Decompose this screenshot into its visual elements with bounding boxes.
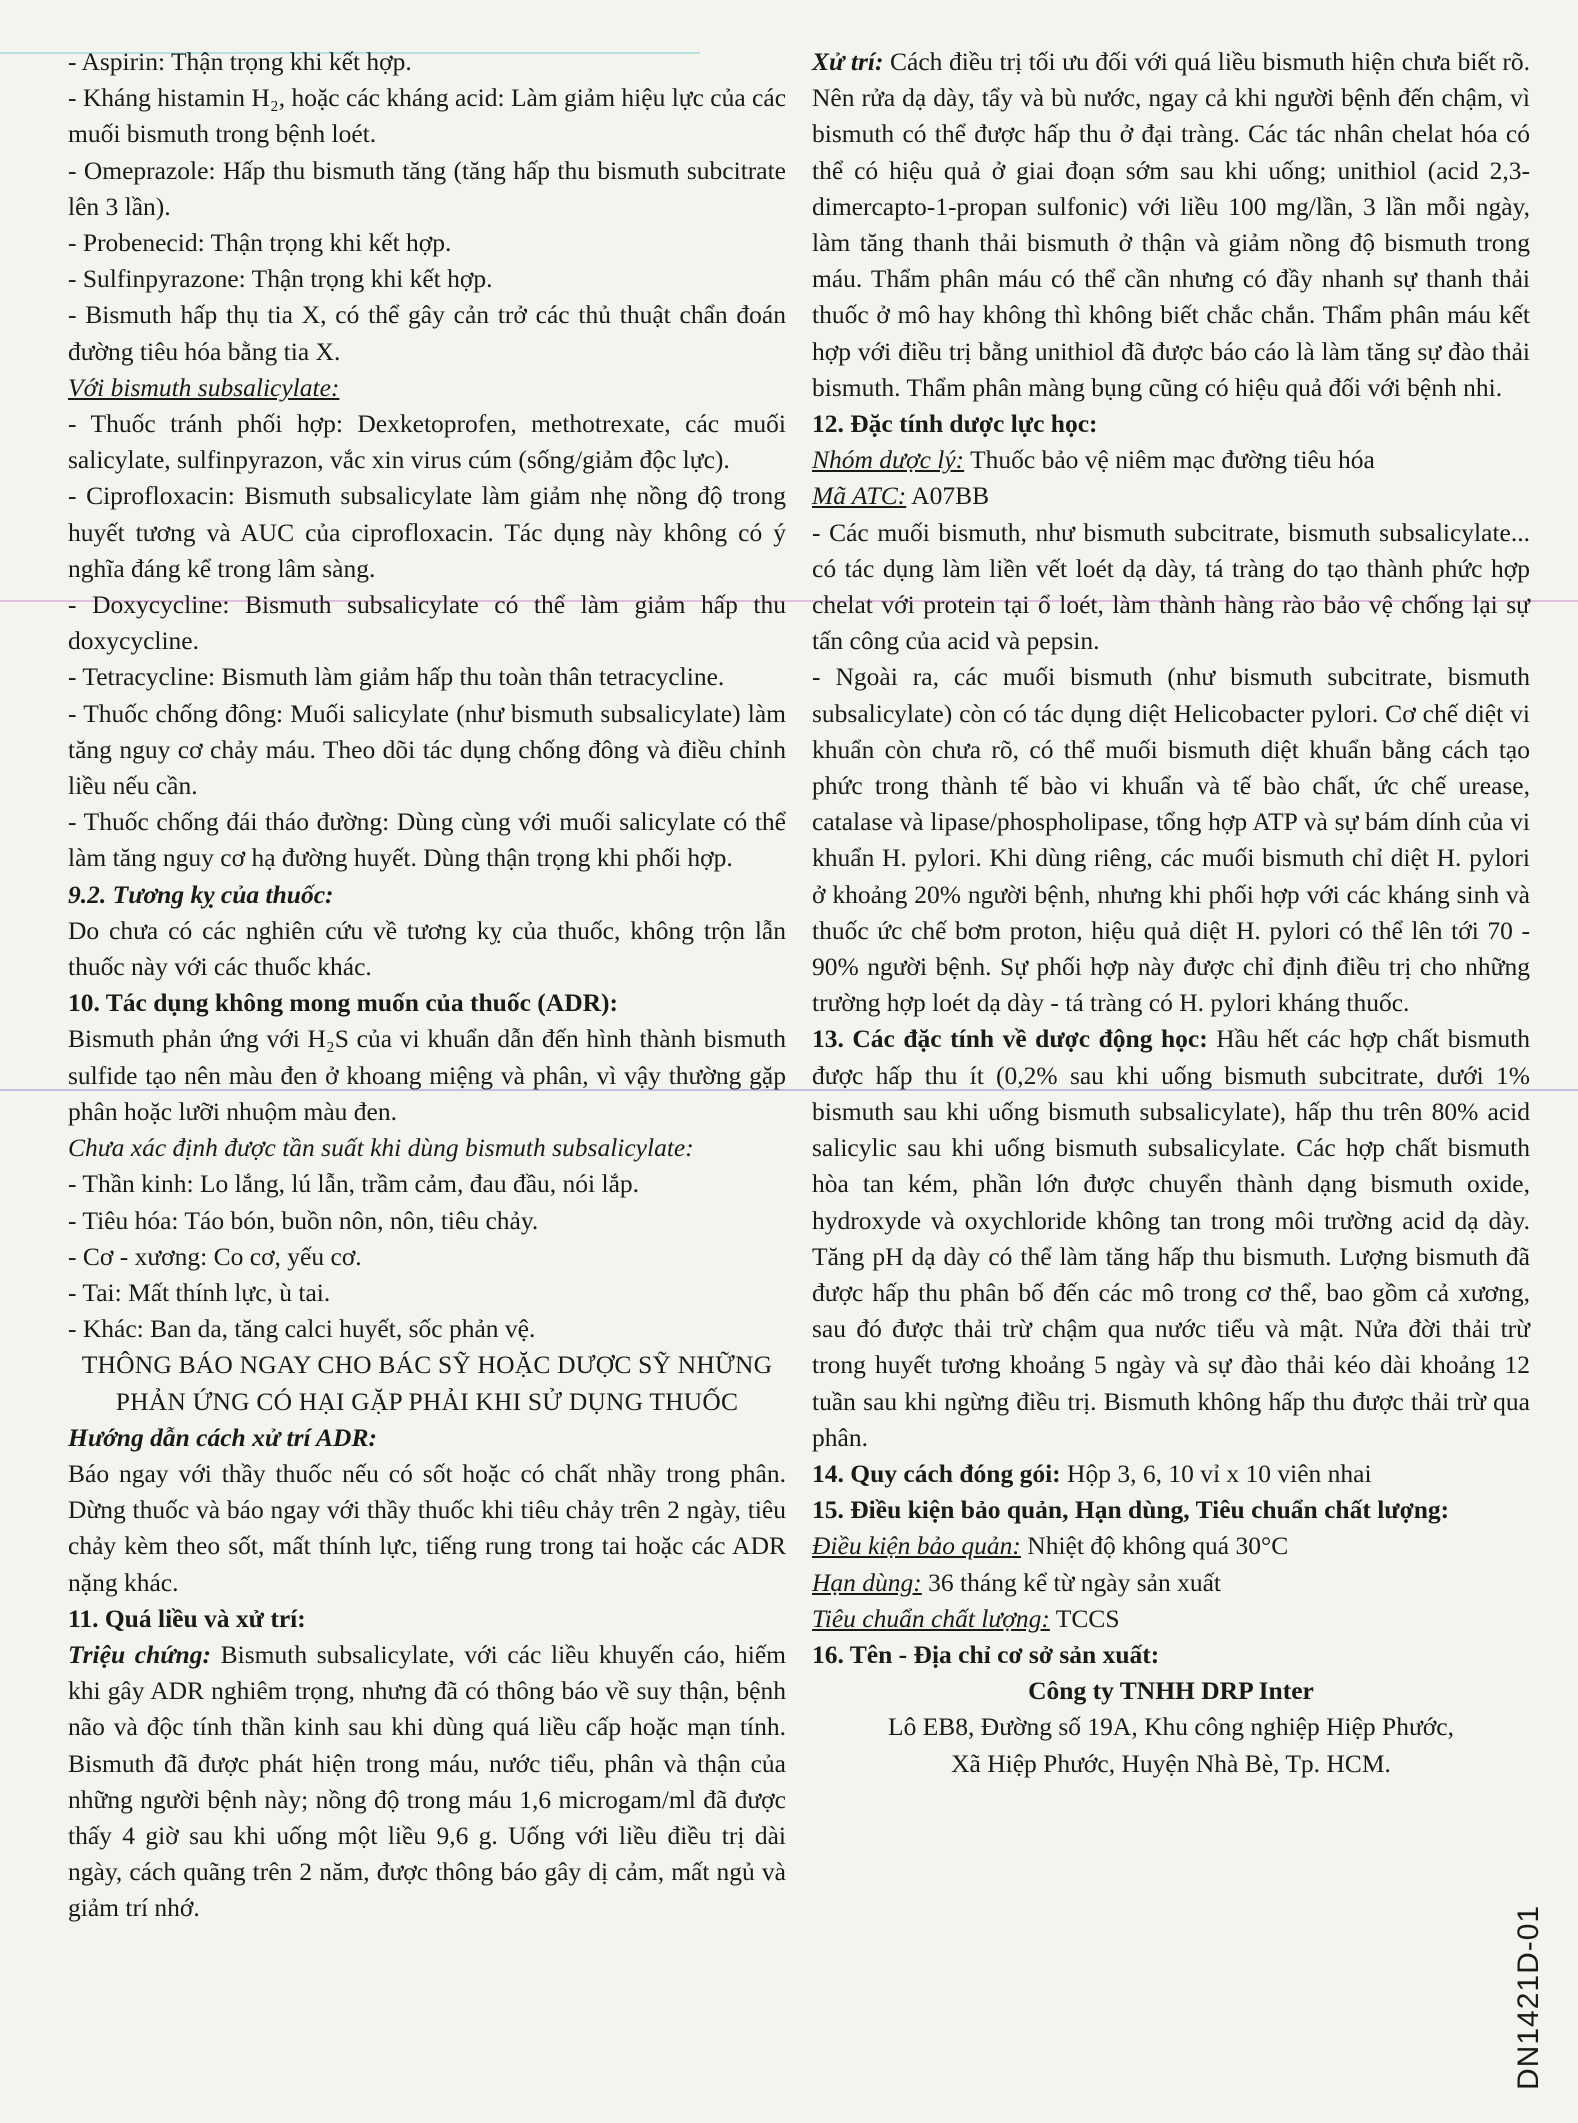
text-line: - Cơ - xương: Co cơ, yếu cơ. — [68, 1241, 362, 1271]
labeled-line — [812, 1565, 1530, 1601]
paragraph-text: Hầu hết các hợp chất bismuth được hấp thu ít (0,2% sau khi uống bismuth subcitrate, dưới 1% bismuth sau khi uống bismuth subsalicylate), hấp thu trên 80% acid salicylic sau khi uống bismuth subsalicylate. Các hợp chất bismuth hòa tan kém, phần lớn được chuyển thành dạng bismuth oxide, hydroxyde và oxychloride không tan trong môi trường acid dạ dày. Tăng pH dạ dày có thể làm tăng hấp thu bismuth. Lượng bismuth đã được hấp thu phân bố đến các mô trong cơ thể, bao gồm cả xương, sau đó được thải trừ chậm qua nước tiểu và mật. Nửa đời thải trừ trong huyết tương khoảng 5 ngày và sự đào thải kéo dài khoảng 12 tuần sau khi ngừng điều trị. Bismuth không hấp thu được thải trừ qua phân. — [812, 1024, 1530, 1452]
text-line: - Thuốc tránh phối hợp: Dexketoprofen, methotrexate, các muối salicylate, sulfinpyrazon, vắc xin virus cúm (sống/giảm độc lực). — [68, 409, 786, 475]
text-line: - Tiêu hóa: Táo bón, buồn nôn, nôn, tiêu chảy. — [68, 1205, 539, 1235]
right-column — [812, 44, 1530, 1782]
paragraph — [812, 44, 1530, 406]
text-line: - Sulfinpyrazone: Thận trọng khi kết hợp. — [68, 264, 493, 294]
text-line: - Các muối bismuth, như bismuth subcitrate, bismuth subsalicylate... có tác dụng làm liền vết loét dạ dày, tá tràng do tạo thành phức hợp chelat với protein tại ổ loét, làm thành hàng rào bảo vệ chống lại sự tấn công của acid và pepsin. — [812, 517, 1530, 656]
text-line: - Kháng histamin H₂, hoặc các kháng acid: Làm giảm hiệu lực của các muối bismuth trong bệnh loét. — [68, 83, 787, 149]
labeled-line — [812, 442, 1530, 478]
subsection-label: Với bismuth subsalicylate: — [68, 372, 340, 402]
text-line: - Aspirin: Thận trọng khi kết hợp. — [68, 47, 412, 76]
field-value: Nhiệt độ không quá 30°C — [1020, 1531, 1289, 1561]
section-paragraph — [812, 1021, 1530, 1455]
manufacturer-name: Công ty TNHH DRP Inter — [1028, 1676, 1314, 1706]
text-line: Bismuth phản ứng với H₂S của vi khuẩn dẫn đến hình thành bismuth sulfide tạo nên màu đen ở khoang miệng và phân, vì vậy thường gặp phân hoặc lưỡi nhuộm màu đen. — [68, 1024, 786, 1126]
field-value: Thuốc bảo vệ niêm mạc đường tiêu hóa — [964, 445, 1375, 475]
labeled-line — [812, 1601, 1530, 1637]
paragraph — [68, 1637, 786, 1927]
paragraph-text: Cách điều trị tối ưu đối với quá liều bismuth hiện chưa biết rõ. Nên rửa dạ dày, tẩy và bù nước, ngay cả khi người bệnh đến chậm, vì bismuth có thể được hấp thu ở đại tràng. Các tác nhân chelat hóa có thể có hiệu quả ở giai đoạn sớm sau khi uống; unithiol (acid 2,3-dimercapto-1-propan sulfonic) với liều 100 mg/lần, 3 lần mỗi ngày, làm tăng thanh thải bismuth ở thận và giảm nồng độ bismuth trong máu. Thẩm phân máu có thể cần nhưng có đầy nhanh sự thanh thải thuốc ở mô hay không thì không biết chắc chắn. Thẩm phân máu kết hợp với điều trị bằng unithiol đã được báo cáo là làm tăng sự đào thải bismuth. Thẩm phân màng bụng cũng có hiệu quả đối với bệnh nhi. — [812, 47, 1530, 402]
section-heading: 11. Quá liều và xử trí: — [68, 1603, 306, 1633]
warning-notice: THÔNG BÁO NGAY CHO BÁC SỸ HOẶC DƯỢC SỸ NHỮNG PHẢN ỨNG CÓ HẠI GẶP PHẢI KHI SỬ DỤNG THUỐC — [81, 1350, 773, 1416]
section-paragraph — [812, 1456, 1530, 1492]
section-heading: 16. Tên - Địa chỉ cơ sở sản xuất: — [812, 1639, 1160, 1669]
field-label: Mã ATC: — [812, 481, 907, 511]
text-line: - Ngoài ra, các muối bismuth (như bismuth subcitrate, bismuth subsalicylate) còn có tác dụng diệt Helicobacter pylori. Cơ chế diệt vi khuẩn còn chưa rõ, có thể muối bismuth diệt khuẩn bằng cách tạo phức trong thành tế bào vi khuẩn và tế bào chất, ức chế urease, catalase và lipase/phospholipase, tổng hợp ATP và sự bám dính của vi khuẩn H. pylori. Khi dùng riêng, các muối bismuth chỉ diệt H. pylori ở khoảng 20% người bệnh, nhưng khi phối hợp với các kháng sinh và thuốc ức chế bơm proton, hiệu quả diệt H. pylori có thể lên tới 70 - 90% người bệnh. Sự phối hợp này được chỉ định điều trị cho những trường hợp loét dạ dày - tá tràng có H. pylori kháng thuốc. — [812, 662, 1530, 1018]
labeled-line — [812, 478, 1530, 514]
manufacturer-address: Xã Hiệp Phước, Huyện Nhà Bè, Tp. HCM. — [951, 1748, 1391, 1778]
labeled-line — [812, 1528, 1530, 1564]
subsection-heading: 9.2. Tương kỵ của thuốc: — [68, 879, 334, 909]
section-heading: 12. Đặc tính dược lực học: — [812, 409, 1098, 439]
text-line: - Bismuth hấp thụ tia X, có thể gây cản trở các thủ thuật chẩn đoán đường tiêu hóa bằng tia X. — [68, 300, 786, 366]
paragraph-lead: Xử trí: — [812, 47, 884, 76]
text-line: - Thuốc chống đông: Muối salicylate (như bismuth subsalicylate) làm tăng nguy cơ chảy máu. Theo dõi tác dụng chống đông và điều chỉnh liều nếu cần. — [68, 698, 786, 801]
paragraph-text: Hộp 3, 6, 10 vỉ x 10 viên nhai — [1060, 1458, 1372, 1488]
text-line: Báo ngay với thầy thuốc nếu có sốt hoặc có chất nhầy trong phân. Dừng thuốc và báo ngay với thầy thuốc khi tiêu chảy trên 2 ngày, tiêu chảy kèm theo sốt, mất thính lực, tiếng rung trong tai hoặc các ADR nặng khác. — [68, 1458, 786, 1597]
document-code: DN1421D-01 — [1512, 1904, 1545, 2090]
field-label: Hạn dùng: — [812, 1567, 922, 1597]
text-line: - Khác: Ban da, tăng calci huyết, sốc phản vệ. — [68, 1314, 536, 1344]
field-value: TCCS — [1049, 1603, 1120, 1633]
field-label: Tiêu chuẩn chất lượng: — [812, 1603, 1050, 1633]
text-line: - Tai: Mất thính lực, ù tai. — [68, 1277, 331, 1307]
italic-note: Chưa xác định được tần suất khi dùng bismuth subsalicylate: — [68, 1133, 694, 1163]
text-line: - Omeprazole: Hấp thu bismuth tăng (tăng hấp thu bismuth subcitrate lên 3 lần). — [68, 155, 786, 221]
text-line: - Doxycycline: Bismuth subsalicylate có thể làm giảm hấp thu doxycycline. — [68, 590, 786, 656]
section-heading: 13. Các đặc tính về dược động học: — [812, 1024, 1208, 1054]
text-line: - Thần kinh: Lo lắng, lú lẫn, trầm cảm, đau đầu, nói lắp. — [68, 1169, 640, 1199]
paragraph-text: Bismuth subsalicylate, với các liều khuyến cáo, hiếm khi gây ADR nghiêm trọng, nhưng đã có thông báo về suy thận, bệnh não và độc tính thần kinh sau khi dùng quá liều cấp hoặc mạn tính. Bismuth đã được phát hiện trong máu, nước tiểu, phân và thận của những người bệnh này; nồng độ trong máu 1,6 microgam/ml đã được thấy 4 giờ sau khi uống một liều 9,6 g. Uống với liều điều trị dài ngày, cách quãng trên 2 năm, được thông báo gây dị cảm, mất ngủ và giảm trí nhớ. — [68, 1639, 786, 1923]
left-column — [68, 44, 786, 1927]
paragraph-lead: Triệu chứng: — [68, 1639, 211, 1669]
text-line: - Probenecid: Thận trọng khi kết hợp. — [68, 228, 452, 258]
field-value: 36 tháng kể từ ngày sản xuất — [921, 1567, 1222, 1597]
section-heading: 15. Điều kiện bảo quản, Hạn dùng, Tiêu chuẩn chất lượng: — [812, 1495, 1450, 1525]
text-line: Do chưa có các nghiên cứu về tương kỵ của thuốc, không trộn lẫn thuốc này với các thuốc khác. — [68, 915, 786, 982]
manufacturer-address: Lô EB8, Đường số 19A, Khu công nghiệp Hiệp Phước, — [888, 1712, 1454, 1742]
text-line: - Ciprofloxacin: Bismuth subsalicylate làm giảm nhẹ nồng độ trong huyết tương và AUC của ciprofloxacin. Tác dụng này không có ý nghĩa đáng kể trong lâm sàng. — [68, 481, 786, 583]
section-heading: 10. Tác dụng không mong muốn của thuốc (ADR): — [68, 988, 619, 1018]
text-line: - Thuốc chống đái tháo đường: Dùng cùng với muối salicylate có thể làm tăng nguy cơ hạ đường huyết. Dùng thận trọng khi phối hợp. — [68, 807, 786, 873]
field-label: Nhóm dược lý: — [812, 445, 965, 475]
section-heading: 14. Quy cách đóng gói: — [812, 1458, 1061, 1488]
field-label: Điều kiện bảo quản: — [812, 1531, 1021, 1561]
subsection-heading: Hướng dẫn cách xử trí ADR: — [68, 1422, 377, 1452]
text-line: - Tetracycline: Bismuth làm giảm hấp thu toàn thân tetracycline. — [68, 662, 725, 692]
field-value: A07BB — [906, 481, 990, 511]
